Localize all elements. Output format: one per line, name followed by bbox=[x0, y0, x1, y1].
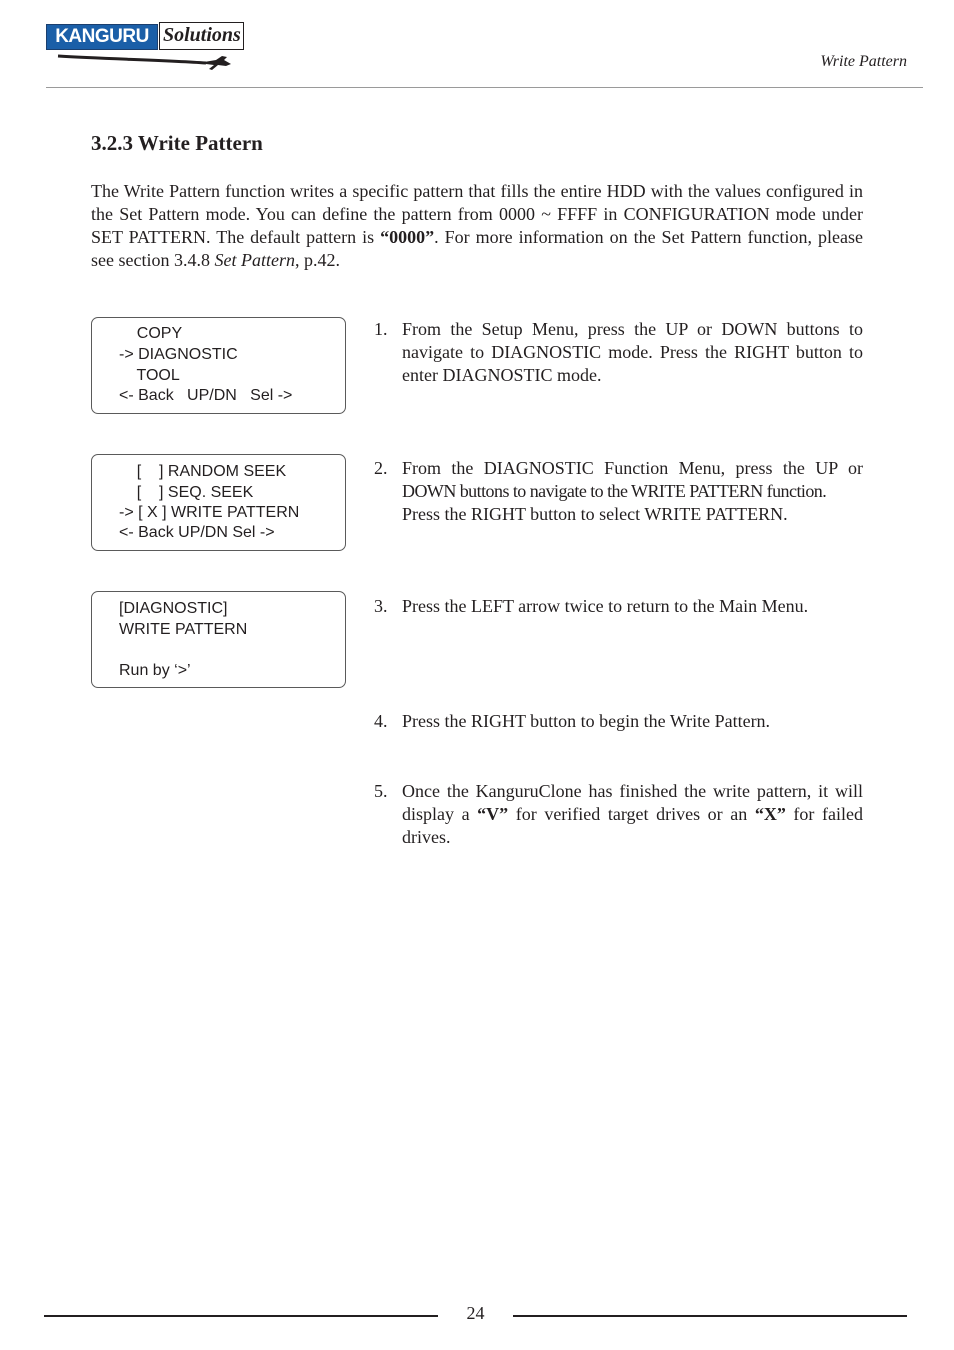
step-text bbox=[402, 780, 863, 849]
step-text-line: From the DIAGNOSTIC Function Menu, press the UP or bbox=[402, 458, 863, 478]
step-item bbox=[374, 457, 863, 526]
lcd-line: [ ] RANDOM SEEK bbox=[119, 463, 287, 480]
logo-brand-text: KANGURU bbox=[55, 26, 149, 47]
kangaroo-swoosh-icon bbox=[46, 50, 246, 78]
lcd-line: -> DIAGNOSTIC bbox=[119, 346, 238, 363]
intro-text-b: . For more information on the Set Pattern function, please see section 3.4.8 bbox=[91, 227, 863, 270]
step-text-line: DOWN buttons to navigate to the WRITE PATTERN function. bbox=[402, 481, 827, 501]
lcd-screen-write-pattern bbox=[91, 591, 346, 688]
intro-text-c: , p.42. bbox=[294, 250, 340, 270]
lcd-line: TOOL bbox=[119, 367, 180, 384]
lcd-line: <- Back UP/DN Sel -> bbox=[119, 524, 275, 541]
kanguru-logo bbox=[46, 22, 246, 78]
lcd-line: WRITE PATTERN bbox=[119, 621, 248, 638]
lcd-line: COPY bbox=[119, 325, 183, 342]
step-text: From the Setup Menu, press the UP or DOWN buttons to navigate to DIAGNOSTIC mode. Press the RIGHT button to enter DIAGNOSTIC mode. bbox=[402, 319, 863, 385]
lcd-line: [ ] SEQ. SEEK bbox=[119, 484, 254, 501]
page-number: 24 bbox=[466, 1303, 485, 1323]
step-item bbox=[374, 710, 863, 733]
step-number: 3. bbox=[374, 596, 388, 616]
step-text-b: for verified target drives or an bbox=[508, 804, 755, 824]
step-number: 2. bbox=[374, 458, 388, 478]
default-pattern-value: “0000” bbox=[380, 227, 435, 247]
lcd-screen-diagnostic-menu bbox=[91, 317, 346, 414]
set-pattern-reference: Set Pattern bbox=[214, 250, 295, 270]
lcd-line: [DIAGNOSTIC] bbox=[119, 600, 228, 617]
intro-text-a: The Write Pattern function writes a specific pattern that fills the entire HDD with the values configured in the Set Pattern mode. You can define the pattern from 0000 ~ FFFF in CONFIGURATION mode under SET PATTERN. The default pattern is bbox=[91, 181, 863, 247]
logo-sub-text: Solutions bbox=[163, 24, 241, 46]
step-text bbox=[402, 457, 863, 526]
intro-paragraph bbox=[91, 180, 863, 272]
step-text: Press the LEFT arrow twice to return to the Main Menu. bbox=[402, 596, 809, 616]
verified-symbol: “V” bbox=[477, 804, 509, 824]
step-number: 1. bbox=[374, 319, 388, 339]
lcd-line: <- Back UP/DN Sel -> bbox=[119, 387, 293, 404]
lcd-screen-function-menu bbox=[91, 454, 346, 551]
lcd-line: Run by ‘>’ bbox=[119, 662, 191, 679]
step-text-c: for failed drives. bbox=[402, 804, 863, 847]
step-text: Press the RIGHT button to begin the Write Pattern. bbox=[402, 711, 771, 731]
step-number: 5. bbox=[374, 781, 388, 801]
step-number: 4. bbox=[374, 711, 388, 731]
step-item bbox=[374, 318, 863, 387]
lcd-line: -> [ X ] WRITE PATTERN bbox=[119, 504, 300, 521]
running-header-title: Write Pattern bbox=[820, 53, 907, 70]
step-text-line: Press the RIGHT button to select WRITE PATTERN. bbox=[402, 504, 788, 524]
step-text-a: Once the KanguruClone has finished the write pattern, it will display a bbox=[402, 781, 863, 824]
footer-rule-right bbox=[513, 1315, 907, 1317]
section-title: 3.2.3 Write Pattern bbox=[91, 131, 263, 155]
header-divider bbox=[46, 87, 923, 88]
step-item bbox=[374, 780, 863, 849]
failed-symbol: “X” bbox=[754, 804, 786, 824]
footer-rule-left bbox=[44, 1315, 438, 1317]
step-item bbox=[374, 595, 863, 618]
